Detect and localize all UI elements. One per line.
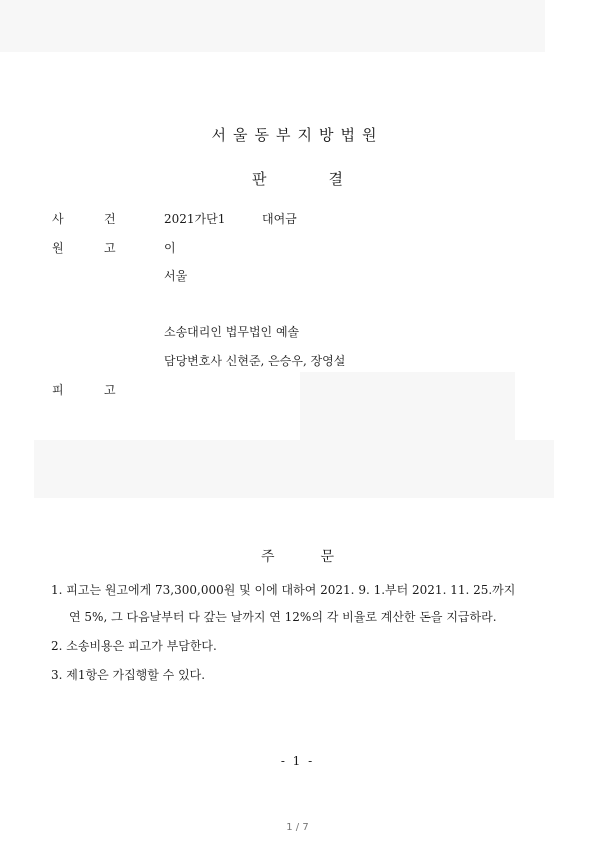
order-item-1-line-1: 1. 피고는 원고에게 73,300,000원 및 이에 대하여 2021. 9. 1.부터 2021. 11. 25.까지: [51, 583, 516, 597]
plaintiff-label-2: 고: [104, 241, 116, 255]
document-title-right: 결: [328, 170, 343, 188]
defendant-label-1: 피: [52, 383, 64, 397]
order-item-3: 3. 제1항은 가집행할 수 있다.: [51, 668, 206, 682]
plaintiff-address: 서울: [164, 269, 188, 283]
order-title-left: 주: [260, 549, 275, 565]
order-title-right: 문: [320, 549, 335, 565]
case-label-1: 사: [52, 212, 64, 226]
plaintiff-name: 이: [164, 241, 176, 255]
order-item-2: 2. 소송비용은 피고가 부담한다.: [51, 639, 217, 653]
court-name: 서울동부지방법원: [211, 126, 384, 144]
redaction-block-defendant: [34, 440, 554, 498]
plaintiff-label-1: 원: [52, 241, 64, 255]
order-title: [0, 546, 595, 566]
case-label-2: 건: [104, 212, 116, 226]
case-number: 2021가단1: [164, 212, 226, 226]
redaction-block-top: [0, 0, 545, 52]
defendant-label-2: 고: [104, 383, 116, 397]
document-title: [0, 168, 595, 189]
order-item-1-line-2: 연 5%, 그 다음날부터 다 갚는 날까지 연 12%의 각 비율로 계산한 돈을 지급하라.: [69, 610, 497, 624]
page-number: - 1 -: [280, 754, 315, 768]
counsel: 소송대리인 법무법인 예솔: [164, 325, 300, 339]
document-title-left: 판: [252, 170, 267, 188]
redaction-block-side: [300, 372, 515, 440]
page-counter: 1 / 7: [286, 822, 309, 833]
case-name: 대여금: [262, 212, 297, 226]
attorneys: 담당변호사 신현준, 은승우, 장영설: [164, 354, 346, 368]
